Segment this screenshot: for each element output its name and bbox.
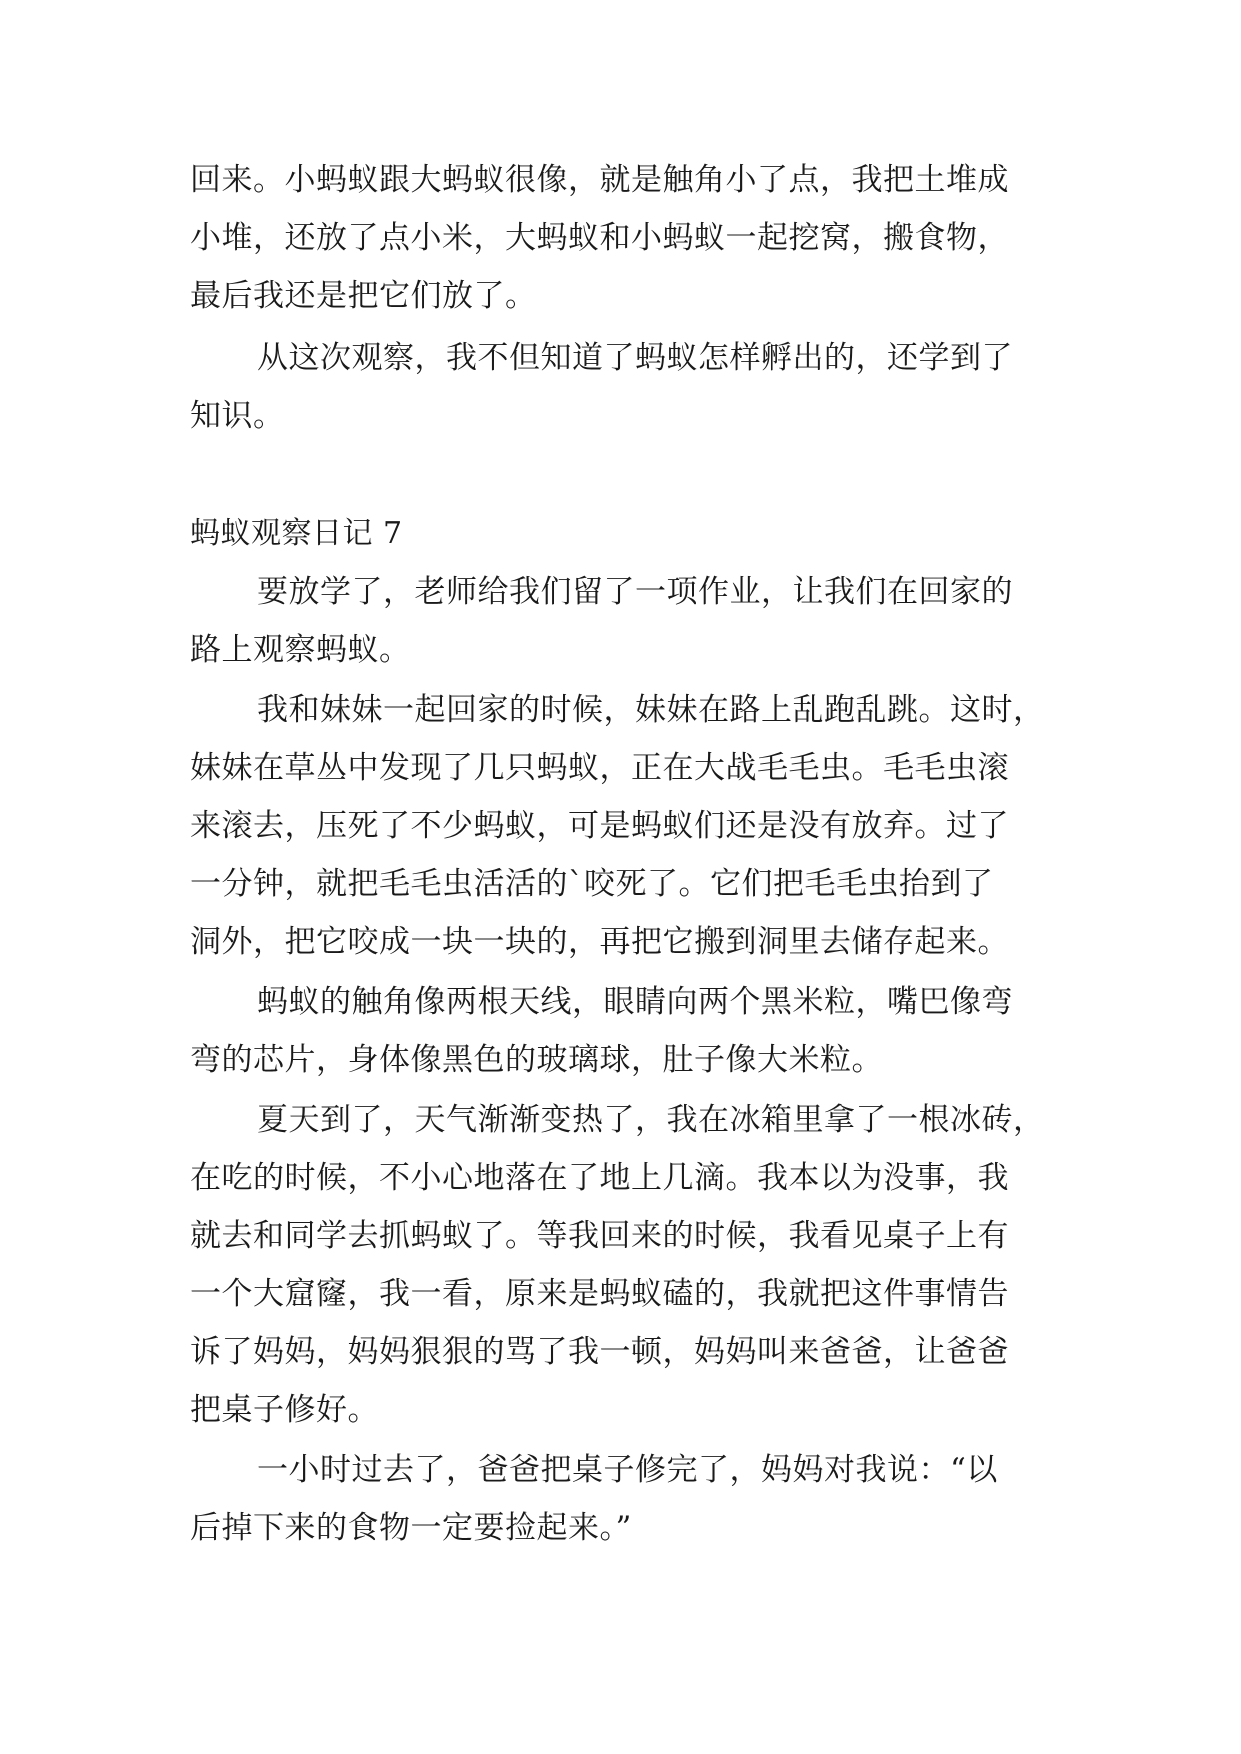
- text-line: 洞外，把它咬成一块一块的，再把它搬到洞里去储存起来。: [190, 924, 1009, 960]
- text-line: 知识。: [190, 398, 285, 434]
- section-heading: 蚂蚁观察日记 7: [190, 516, 403, 551]
- text-line: 就去和同学去抓蚂蚁了。等我回来的时候，我看见桌子上有: [190, 1218, 1009, 1254]
- text-line: 后掉下来的食物一定要捡起来。”: [190, 1510, 632, 1546]
- text-line: 最后我还是把它们放了。: [190, 278, 537, 314]
- paragraph-first-line: 从这次观察，我不但知道了蚂蚁怎样孵出的，还学到了: [257, 340, 1013, 376]
- text-line: 一分钟，就把毛毛虫活活的`咬死了。它们把毛毛虫抬到了: [190, 866, 994, 902]
- paragraph-first-line: 蚂蚁的触角像两根天线，眼睛向两个黑米粒，嘴巴像弯: [257, 984, 1013, 1020]
- text-line: 把桌子修好。: [190, 1392, 379, 1428]
- paragraph-first-line: 要放学了，老师给我们留了一项作业，让我们在回家的: [257, 574, 1013, 610]
- paragraph-first-line: 我和妹妹一起回家的时候，妹妹在路上乱跑乱跳。这时，: [257, 692, 1045, 728]
- text-line: 妹妹在草丛中发现了几只蚂蚁，正在大战毛毛虫。毛毛虫滚: [190, 750, 1009, 786]
- text-line: 在吃的时候，不小心地落在了地上几滴。我本以为没事，我: [190, 1160, 1009, 1196]
- text-line: 来滚去，压死了不少蚂蚁，可是蚂蚁们还是没有放弃。过了: [190, 808, 1009, 844]
- paragraph-first-line: 一小时过去了，爸爸把桌子修完了，妈妈对我说：“以: [257, 1452, 998, 1488]
- text-line: 弯的芯片，身体像黑色的玻璃球，肚子像大米粒。: [190, 1042, 883, 1078]
- text-line: 回来。小蚂蚁跟大蚂蚁很像，就是触角小了点，我把土堆成: [190, 162, 1009, 198]
- text-line: 路上观察蚂蚁。: [190, 632, 411, 668]
- paragraph-first-line: 夏天到了，天气渐渐变热了，我在冰箱里拿了一根冰砖，: [257, 1102, 1045, 1138]
- text-line: 小堆，还放了点小米，大蚂蚁和小蚂蚁一起挖窝，搬食物，: [190, 220, 1009, 256]
- text-line: 诉了妈妈，妈妈狠狠的骂了我一顿，妈妈叫来爸爸，让爸爸: [190, 1334, 1009, 1370]
- text-line: 一个大窟窿，我一看，原来是蚂蚁磕的，我就把这件事情告: [190, 1276, 1009, 1312]
